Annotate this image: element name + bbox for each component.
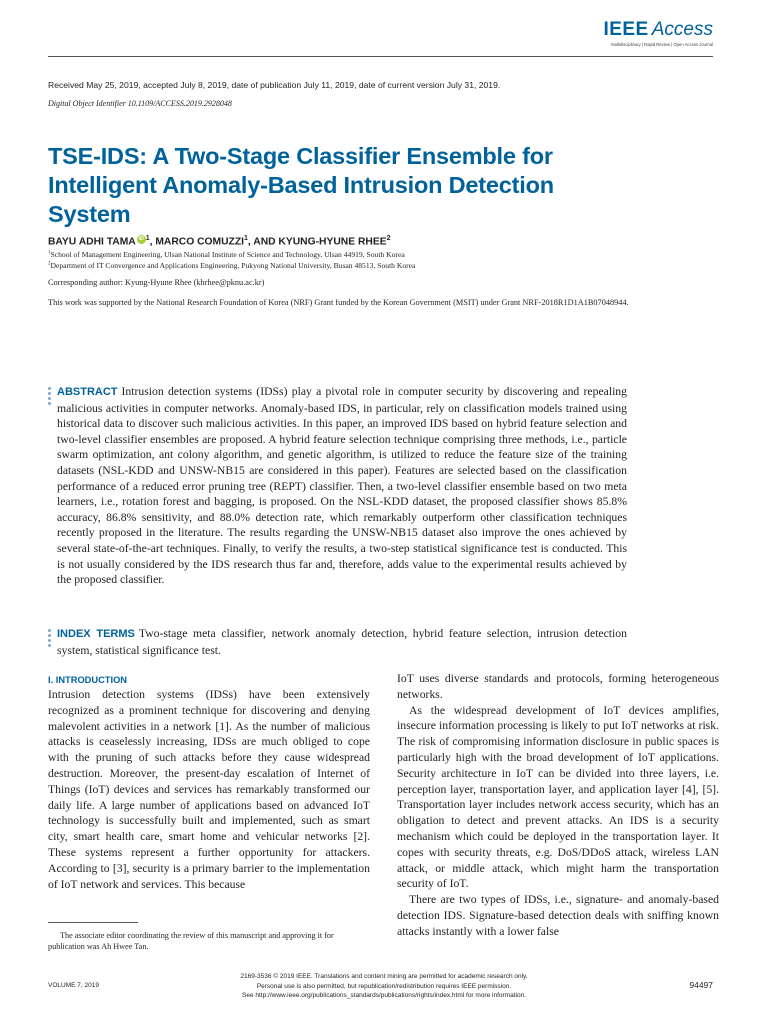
abstract-text: Intrusion detection systems (IDSs) play a pivotal role in computer security by discovering and repealing malicious activities in computer networks. Anomaly-based IDS, in particular, rely on classification models trained using historical data to discover such malicious activities. In this paper, an improved IDS based on hybrid feature selection and two-level classifier ensembles are proposed. A hybrid feature selection technique comprising three methods, i.e., particle swarm optimization, ant colony algorithm, and genetic algorithm, is utilized to reduce the feature size of the training datasets (NSL-KDD and UNSW-NB15 are considered in this paper). Features are selected based on the classification performance of a reduced error pruning tree (REPT) classifier. Then, a two-level classifier ensemble based on two meta learners, i.e., rotation forest and bagging, is proposed. On the NSL-KDD dataset, the proposed classifier shows 85.8% accuracy, 86.8% sensitivity, and 88.0% detection rate, which remarkably outperform other classification techniques recently proposed in the literature. The results regarding the UNSW-NB15 dataset also improve the ones achieved by several state-of-the-art techniques. Finally, to verify the results, a two-step statistical significance test is conducted. This is not usually considered by the IDS research thus far and, therefore, adds value to the experimental results achieved by the proposed classifier. [57, 385, 627, 587]
abstract-marker-icon [48, 387, 52, 407]
intro-paragraph-3: As the widespread development of IoT devices amplifies, insecure information processing is likely to put IoT networks at risk. The risk of compromising information disclosure in public spaces is particularly high with the broad development of IoT applications. Security architecture in IoT can be divided into three layers, i.e. perception layer, transportation layer, and application layer [4], [5]. Transportation layer includes network access security, which has an obligation to detect and prevent attacks. An IDS is a security mechanism which could be deployed in the transportation layer. It copes with security threats, e.g. DoS/DDoS attack, wireless LAN attack, or middle attack, which might harm the transportation security of IoT. [397, 703, 719, 891]
author-2-affil: 1 [244, 235, 248, 242]
affiliation-1 [48, 250, 405, 259]
intro-left-column [48, 687, 370, 892]
journal-tagline: Multidisciplinary | Rapid Review | Open Access Journal [611, 42, 713, 47]
paper-title: TSE-IDS: A Two-Stage Classifier Ensemble for Intelligent Anomaly-Based Intrusion Detection System [48, 143, 554, 227]
intro-right-column [397, 671, 719, 940]
index-terms-text: Two-stage meta classifier, network anomaly detection, hybrid feature selection, intrusion detection system, statistical significance test. [57, 627, 627, 657]
doi-line: Digital Object Identifier 10.1109/ACCESS.2019.2928048 [48, 99, 232, 108]
author-3-affil: 2 [386, 235, 391, 242]
affiliation-2-num: 2 [48, 261, 51, 267]
footer-volume: VOLUME 7, 2019 [48, 982, 99, 989]
page-number: 94497 [689, 980, 713, 990]
logo-access-text: Access [651, 19, 713, 40]
abstract-label: ABSTRACT [57, 386, 118, 398]
received-dates: Received May 25, 2019, accepted July 8, 2019, date of publication July 11, 2019, date of current version July 31, 2019. [48, 80, 501, 90]
author-3[interactable]: , AND KYUNG-HYUNE RHEE [247, 236, 387, 248]
affiliation-2 [48, 261, 415, 270]
affiliation-2-text: Department of IT Convergence and Applications Engineering, Pukyong National University, Busan 48513, South Korea [50, 261, 416, 270]
intro-paragraph-1: Intrusion detection systems (IDSs) have been extensively recognized as a prominent technique for discovering and denying malevolent activities in a network [1]. As the number of malicious attacks is ceaselessly increasing, IDSs are much obliged to cope with the pruning of such attacks before they cause widespread destruction. Moreover, the present-day escalation of Internet of Things (IoT) devices and services has remarkably transformed our daily life. A large number of applications based on advanced IoT technology is successfully built and implemented, such as smart city, smart health care, smart home and vehicular networks [2]. These systems represent a further opportunity for attackers. According to [3], security is a primary barrier to the implementation of IoT network and services. This because [48, 688, 370, 891]
author-1-affil: 1 [145, 235, 150, 242]
section-heading-introduction: I. INTRODUCTION [48, 675, 128, 685]
abstract [57, 384, 627, 588]
affiliation-1-text: School of Management Engineering, Ulsan National Institute of Science and Technology, Ulsan 44919, South Korea [50, 250, 405, 259]
index-terms [57, 626, 627, 658]
footer-copyright-line-2: Personal use is also permitted, but republication/redistribution requires IEEE permission. [256, 982, 512, 990]
intro-paragraph-4: There are two types of IDSs, i.e., signature- and anomaly-based detection IDS. Signature-based detection deals with sniffing known attacks instantly with a lower false [397, 893, 719, 938]
logo-ieee-text: IEEE [603, 19, 649, 40]
index-terms-marker-icon [48, 629, 52, 649]
footer-copyright [150, 972, 618, 1001]
footer-copyright-line-3[interactable]: See http://www.ieee.org/publications_standards/publications/rights/index.html for more information. [242, 992, 526, 1000]
funding-statement: This work was supported by the National Research Foundation of Korea (NRF) Grant funded by the Korean Government (MSIT) under Grant NRF-2018R1D1A1B07048944. [48, 298, 629, 307]
corresponding-author: Corresponding author: Kyung-Hyune Rhee (khrhee@pknu.ac.kr) [48, 278, 265, 287]
author-list [48, 235, 390, 247]
footnote-divider [48, 922, 138, 923]
author-2[interactable]: , MARCO COMUZZI [149, 236, 245, 248]
header-divider [48, 56, 713, 57]
index-terms-label: INDEX TERMS [57, 628, 135, 640]
affiliation-1-num: 1 [48, 250, 51, 256]
intro-paragraph-2: IoT uses diverse standards and protocols, forming heterogeneous networks. [397, 672, 719, 701]
footnote-editor: The associate editor coordinating the review of this manuscript and approving it for publication was Ah Hwee Tan. [48, 931, 334, 951]
orcid-icon[interactable]: iD [138, 236, 144, 242]
author-1[interactable]: BAYU ADHI TAMA [48, 236, 136, 248]
journal-logo [603, 20, 713, 47]
footer-copyright-line-1: 2169-3536 © 2019 IEEE. Translations and content mining are permitted for academic research only. [240, 973, 528, 980]
